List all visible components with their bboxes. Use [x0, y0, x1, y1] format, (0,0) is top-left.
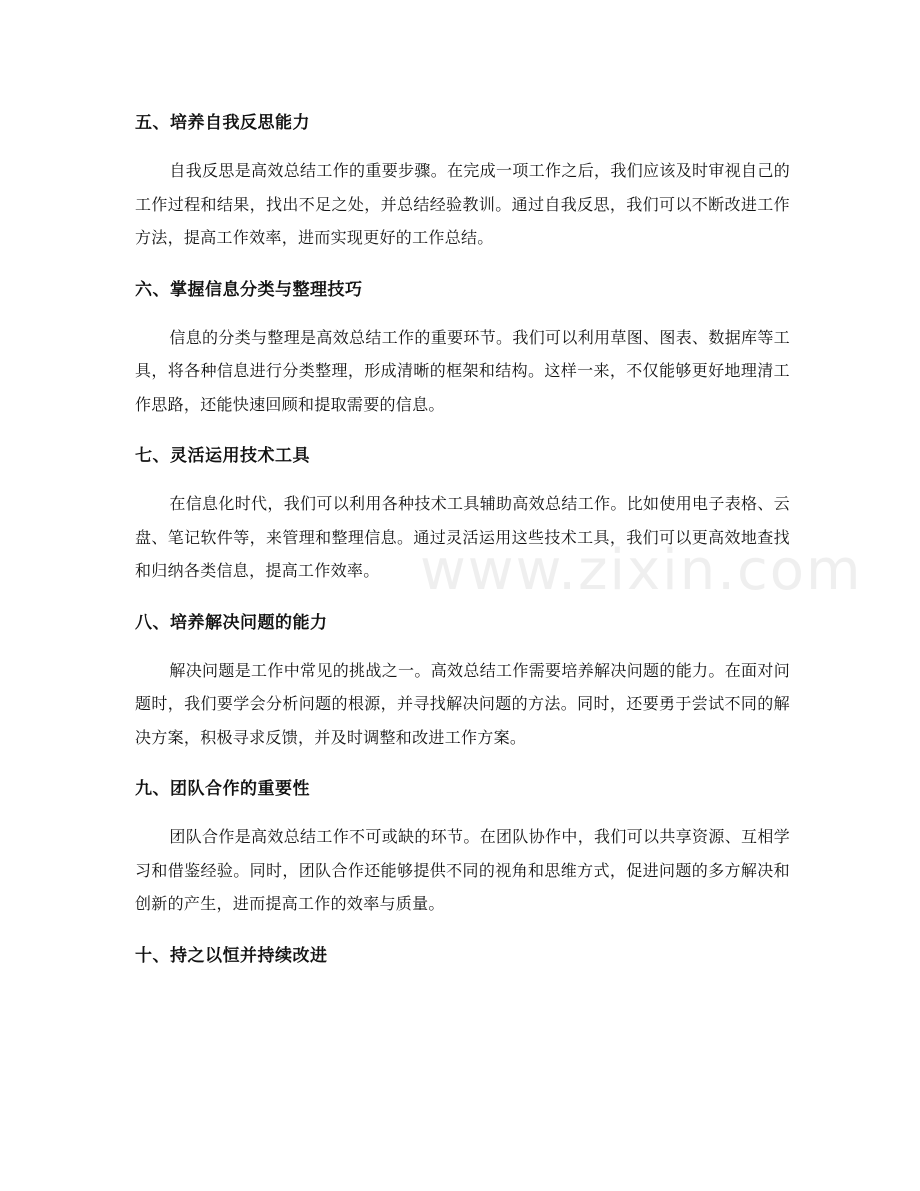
section-heading: 八、培养解决问题的能力	[135, 612, 328, 633]
section-heading: 九、团队合作的重要性	[135, 779, 310, 799]
section-heading: 十、持之以恒并持续改进	[135, 945, 328, 966]
section-5	[135, 108, 790, 255]
section-8	[135, 608, 790, 755]
section-heading: 五、培养自我反思能力	[135, 113, 310, 133]
section-paragraph: 信息的分类与整理是高效总结工作的重要环节。我们可以利用草图、图表、数据库等工具，将各种信息进行分类整理，形成清晰的框架和结构。这样一来，不仅能够更好地理清工作思路，还能快速回顾和提取需要的信息。	[135, 327, 790, 414]
section-9	[135, 774, 790, 921]
document-content	[135, 108, 790, 987]
section-heading: 七、灵活运用技术工具	[135, 446, 310, 466]
section-heading: 六、掌握信息分类与整理技巧	[135, 279, 363, 300]
section-paragraph: 解决问题是工作中常见的挑战之一。高效总结工作需要培养解决问题的能力。在面对问题时，我们要学会分析问题的根源，并寻找解决问题的方法。同时，还要勇于尝试不同的解决方案，积极寻求反馈，并及时调整和改进工作方案。	[135, 660, 790, 747]
section-paragraph: 团队合作是高效总结工作不可或缺的环节。在团队协作中，我们可以共享资源、互相学习和借鉴经验。同时，团队合作还能够提供不同的视角和思维方式，促进问题的多方解决和创新的产生，进而提高工作的效率与质量。	[135, 827, 790, 913]
watermark: www.zixin.com	[420, 538, 863, 603]
section-paragraph: 自我反思是高效总结工作的重要步骤。在完成一项工作之后，我们应该及时审视自己的工作过程和结果，找出不足之处，并总结经验教训。通过自我反思，我们可以不断改进工作方法，提高工作效率，进而实现更好的工作总结。	[135, 161, 790, 247]
section-10	[135, 941, 790, 971]
section-6	[135, 275, 790, 422]
section-paragraph: 在信息化时代，我们可以利用各种技术工具辅助高效总结工作。比如使用电子表格、云盘、笔记软件等，来管理和整理信息。通过灵活运用这些技术工具，我们可以更高效地查找和归纳各类信息，提高工作效率。	[135, 494, 790, 580]
section-7	[135, 441, 790, 588]
